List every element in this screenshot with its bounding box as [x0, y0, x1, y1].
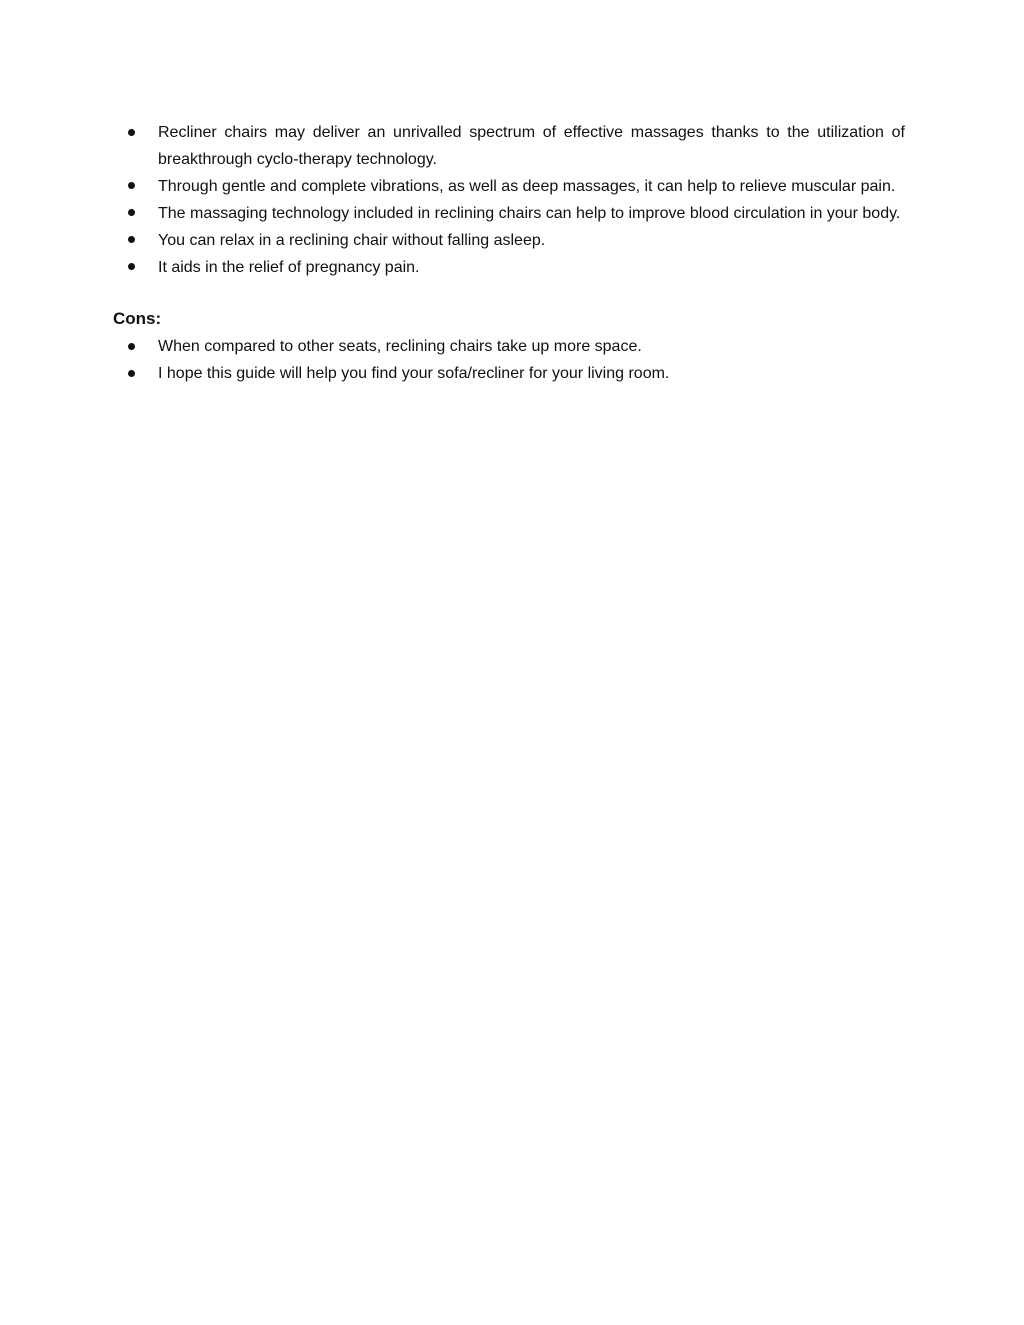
pros-list — [113, 120, 905, 281]
list-item — [113, 255, 905, 282]
list-item — [113, 201, 905, 228]
list-item-text: When compared to other seats, reclining chairs take up more space. — [158, 338, 642, 355]
list-item — [113, 120, 905, 173]
list-item — [113, 228, 905, 255]
bullet-icon — [128, 343, 135, 350]
list-item-text: I hope this guide will help you find your sofa/recliner for your living room. — [158, 365, 670, 382]
cons-heading: Cons: — [113, 309, 162, 328]
list-item-text: You can relax in a reclining chair without falling asleep. — [158, 231, 546, 249]
list-item-text: Recliner chairs may deliver an unrivalled spectrum of effective massages thanks to the utilization of breakthrough cyclo-therapy technology. — [158, 124, 905, 168]
list-item-text: The massaging technology included in reclining chairs can help to improve blood circulation in your body. — [158, 204, 901, 222]
bullet-icon — [128, 209, 135, 216]
bullet-icon — [128, 129, 135, 136]
bullet-icon — [128, 182, 135, 189]
bullet-icon — [128, 263, 135, 270]
list-item — [113, 334, 905, 361]
list-item-text: It aids in the relief of pregnancy pain. — [158, 258, 420, 276]
list-item-text: Through gentle and complete vibrations, as well as deep massages, it can help to relieve muscular pain. — [158, 177, 896, 195]
bullet-icon — [128, 236, 135, 243]
list-item — [113, 174, 905, 201]
cons-list — [113, 334, 905, 388]
list-item — [113, 361, 905, 388]
bullet-icon — [128, 370, 135, 377]
page-content — [113, 120, 905, 388]
